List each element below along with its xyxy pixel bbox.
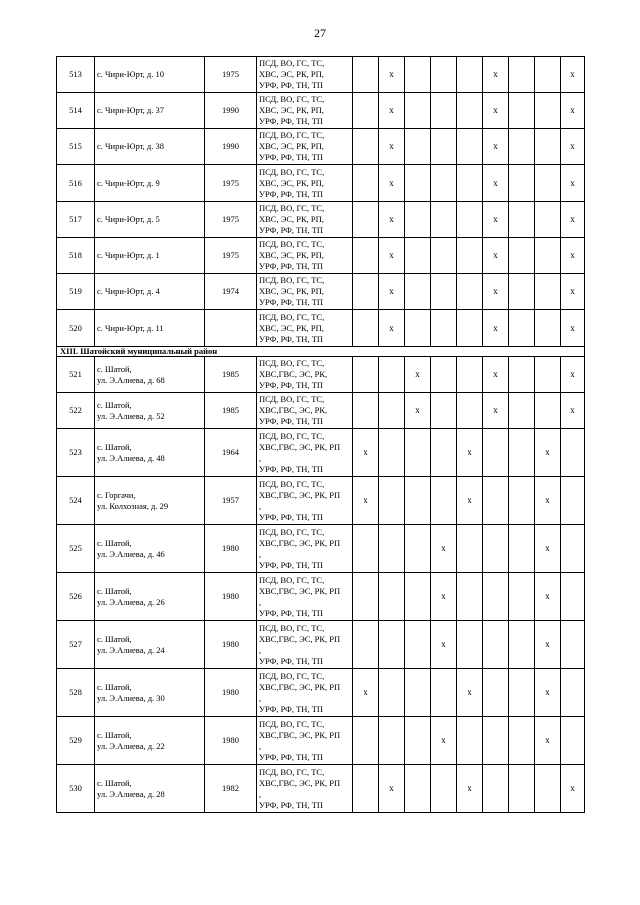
table-row xyxy=(57,310,585,347)
row-work-types: ПСД, ВО, ГС, ТС, ХВС,ГВС, ЭС, РК, РП , УРФ, РФ, ТН, ТП xyxy=(257,525,353,573)
row-mark-5: x xyxy=(457,429,483,477)
row-mark-6 xyxy=(483,765,509,813)
row-mark-4 xyxy=(431,669,457,717)
row-mark-1 xyxy=(353,310,379,347)
row-address: с. Чири-Юрт, д. 10 xyxy=(95,57,205,93)
row-mark-6 xyxy=(483,621,509,669)
row-year: 1964 xyxy=(205,429,257,477)
row-mark-5 xyxy=(457,310,483,347)
row-year: 1957 xyxy=(205,477,257,525)
row-mark-7 xyxy=(509,202,535,238)
row-mark-4 xyxy=(431,274,457,310)
row-mark-9: x xyxy=(561,274,585,310)
row-mark-7 xyxy=(509,310,535,347)
row-mark-8 xyxy=(535,93,561,129)
row-mark-9 xyxy=(561,621,585,669)
row-number: 519 xyxy=(57,274,95,310)
row-mark-3 xyxy=(405,238,431,274)
row-mark-8 xyxy=(535,57,561,93)
row-mark-9: x xyxy=(561,765,585,813)
row-mark-7 xyxy=(509,429,535,477)
row-mark-8 xyxy=(535,274,561,310)
row-mark-8 xyxy=(535,310,561,347)
row-mark-5 xyxy=(457,393,483,429)
table-row xyxy=(57,573,585,621)
row-mark-8: x xyxy=(535,621,561,669)
row-mark-4: x xyxy=(431,717,457,765)
row-number: 528 xyxy=(57,669,95,717)
row-mark-1 xyxy=(353,765,379,813)
row-address: с. Шатой, ул. Э.Алиева, д. 46 xyxy=(95,525,205,573)
table-row xyxy=(57,477,585,525)
row-mark-9: x xyxy=(561,202,585,238)
row-mark-8 xyxy=(535,765,561,813)
row-mark-5 xyxy=(457,525,483,573)
row-mark-3 xyxy=(405,57,431,93)
row-address: с. Чири-Юрт, д. 11 xyxy=(95,310,205,347)
row-mark-2: x xyxy=(379,129,405,165)
row-mark-7 xyxy=(509,129,535,165)
row-mark-6: x xyxy=(483,238,509,274)
row-address: с. Чири-Юрт, д. 37 xyxy=(95,93,205,129)
row-number: 525 xyxy=(57,525,95,573)
row-work-types: ПСД, ВО, ГС, ТС, ХВС,ГВС, ЭС, РК, РП , УРФ, РФ, ТН, ТП xyxy=(257,621,353,669)
row-mark-5 xyxy=(457,717,483,765)
row-year: 1990 xyxy=(205,93,257,129)
row-address: с. Шатой, ул. Э.Алиева, д. 30 xyxy=(95,669,205,717)
row-mark-3 xyxy=(405,310,431,347)
row-mark-7 xyxy=(509,525,535,573)
row-mark-3 xyxy=(405,477,431,525)
row-mark-4: x xyxy=(431,525,457,573)
row-work-types: ПСД, ВО, ГС, ТС, ХВС, ЭС, РК, РП, УРФ, РФ, ТН, ТП xyxy=(257,238,353,274)
row-number: 518 xyxy=(57,238,95,274)
row-work-types: ПСД, ВО, ГС, ТС, ХВС,ГВС, ЭС, РК, УРФ, РФ, ТН, ТП xyxy=(257,393,353,429)
row-mark-7 xyxy=(509,93,535,129)
row-mark-2 xyxy=(379,525,405,573)
row-mark-9: x xyxy=(561,393,585,429)
row-mark-6: x xyxy=(483,357,509,393)
row-year: 1975 xyxy=(205,238,257,274)
row-mark-1 xyxy=(353,165,379,202)
row-mark-2: x xyxy=(379,165,405,202)
row-work-types: ПСД, ВО, ГС, ТС, ХВС, ЭС, РК, РП, УРФ, РФ, ТН, ТП xyxy=(257,202,353,238)
row-year: 1980 xyxy=(205,525,257,573)
row-address: с. Шатой, ул. Э.Алиева, д. 68 xyxy=(95,357,205,393)
row-mark-8 xyxy=(535,393,561,429)
row-mark-8 xyxy=(535,165,561,202)
row-mark-1: x xyxy=(353,429,379,477)
row-mark-4 xyxy=(431,202,457,238)
row-mark-9: x xyxy=(561,165,585,202)
row-address: с. Чири-Юрт, д. 9 xyxy=(95,165,205,202)
row-mark-8 xyxy=(535,129,561,165)
row-mark-4 xyxy=(431,165,457,202)
row-address: с. Шатой, ул. Э.Алиева, д. 22 xyxy=(95,717,205,765)
row-number: 517 xyxy=(57,202,95,238)
row-number: 527 xyxy=(57,621,95,669)
row-work-types: ПСД, ВО, ГС, ТС, ХВС,ГВС, ЭС, РК, УРФ, РФ, ТН, ТП xyxy=(257,357,353,393)
row-mark-9: x xyxy=(561,93,585,129)
row-mark-5: x xyxy=(457,669,483,717)
row-mark-3 xyxy=(405,573,431,621)
row-mark-4 xyxy=(431,393,457,429)
row-mark-5 xyxy=(457,274,483,310)
row-mark-7 xyxy=(509,621,535,669)
row-mark-1 xyxy=(353,93,379,129)
row-mark-9 xyxy=(561,429,585,477)
row-mark-2 xyxy=(379,669,405,717)
row-mark-7 xyxy=(509,717,535,765)
row-mark-3 xyxy=(405,621,431,669)
row-mark-3 xyxy=(405,274,431,310)
row-mark-5: x xyxy=(457,765,483,813)
row-mark-5: x xyxy=(457,477,483,525)
row-number: 530 xyxy=(57,765,95,813)
row-mark-4 xyxy=(431,238,457,274)
row-mark-6: x xyxy=(483,93,509,129)
row-work-types: ПСД, ВО, ГС, ТС, ХВС, ЭС, РК, РП, УРФ, РФ, ТН, ТП xyxy=(257,274,353,310)
table-row xyxy=(57,129,585,165)
row-year: 1975 xyxy=(205,57,257,93)
row-mark-7 xyxy=(509,765,535,813)
row-mark-5 xyxy=(457,238,483,274)
row-number: 529 xyxy=(57,717,95,765)
row-mark-4: x xyxy=(431,621,457,669)
row-work-types: ПСД, ВО, ГС, ТС, ХВС,ГВС, ЭС, РК, РП , УРФ, РФ, ТН, ТП xyxy=(257,669,353,717)
row-mark-3 xyxy=(405,669,431,717)
row-mark-7 xyxy=(509,393,535,429)
row-mark-2: x xyxy=(379,310,405,347)
row-mark-4 xyxy=(431,765,457,813)
row-mark-1 xyxy=(353,621,379,669)
row-work-types: ПСД, ВО, ГС, ТС, ХВС,ГВС, ЭС, РК, РП , УРФ, РФ, ТН, ТП xyxy=(257,429,353,477)
row-mark-9 xyxy=(561,573,585,621)
row-address: с. Горгачи, ул. Колхозная, д. 29 xyxy=(95,477,205,525)
row-mark-2: x xyxy=(379,238,405,274)
row-address: с. Чири-Юрт, д. 38 xyxy=(95,129,205,165)
row-address: с. Шатой, ул. Э.Алиева, д. 26 xyxy=(95,573,205,621)
row-mark-3 xyxy=(405,202,431,238)
row-mark-6: x xyxy=(483,310,509,347)
row-mark-1 xyxy=(353,525,379,573)
row-number: 521 xyxy=(57,357,95,393)
row-year: 1980 xyxy=(205,717,257,765)
table-row xyxy=(57,238,585,274)
row-work-types: ПСД, ВО, ГС, ТС, ХВС, ЭС, РК, РП, УРФ, РФ, ТН, ТП xyxy=(257,57,353,93)
row-mark-6 xyxy=(483,717,509,765)
row-mark-1 xyxy=(353,393,379,429)
rows-shatoi xyxy=(57,357,585,813)
row-work-types: ПСД, ВО, ГС, ТС, ХВС, ЭС, РК, РП, УРФ, РФ, ТН, ТП xyxy=(257,129,353,165)
table-row xyxy=(57,669,585,717)
row-mark-8: x xyxy=(535,429,561,477)
row-mark-6: x xyxy=(483,393,509,429)
table-row xyxy=(57,274,585,310)
row-number: 520 xyxy=(57,310,95,347)
row-mark-6: x xyxy=(483,202,509,238)
row-mark-4 xyxy=(431,129,457,165)
row-mark-3 xyxy=(405,525,431,573)
row-number: 514 xyxy=(57,93,95,129)
row-mark-7 xyxy=(509,669,535,717)
row-number: 522 xyxy=(57,393,95,429)
row-mark-7 xyxy=(509,165,535,202)
row-mark-8: x xyxy=(535,477,561,525)
row-mark-9 xyxy=(561,669,585,717)
row-mark-3 xyxy=(405,429,431,477)
row-year: 1975 xyxy=(205,202,257,238)
row-number: 523 xyxy=(57,429,95,477)
row-mark-2: x xyxy=(379,765,405,813)
row-number: 516 xyxy=(57,165,95,202)
row-mark-5 xyxy=(457,57,483,93)
row-mark-1 xyxy=(353,573,379,621)
row-year: 1990 xyxy=(205,129,257,165)
row-address: с. Шатой, ул. Э.Алиева, д. 48 xyxy=(95,429,205,477)
row-mark-4: x xyxy=(431,573,457,621)
row-mark-8 xyxy=(535,238,561,274)
row-mark-2 xyxy=(379,621,405,669)
row-mark-2: x xyxy=(379,202,405,238)
row-mark-9: x xyxy=(561,238,585,274)
row-mark-7 xyxy=(509,57,535,93)
row-mark-2 xyxy=(379,573,405,621)
row-year: 1980 xyxy=(205,621,257,669)
row-year: 1975 xyxy=(205,165,257,202)
row-mark-1 xyxy=(353,57,379,93)
page-number: 27 xyxy=(314,26,326,40)
row-mark-6: x xyxy=(483,57,509,93)
row-mark-5 xyxy=(457,573,483,621)
row-mark-5 xyxy=(457,357,483,393)
row-mark-8: x xyxy=(535,717,561,765)
section-group xyxy=(57,347,585,357)
row-year: 1974 xyxy=(205,274,257,310)
row-mark-9: x xyxy=(561,357,585,393)
row-mark-4 xyxy=(431,93,457,129)
table-row xyxy=(57,717,585,765)
row-year: 1982 xyxy=(205,765,257,813)
row-mark-6 xyxy=(483,669,509,717)
row-mark-2 xyxy=(379,357,405,393)
row-mark-9: x xyxy=(561,129,585,165)
row-mark-8: x xyxy=(535,669,561,717)
row-mark-8: x xyxy=(535,525,561,573)
row-year: 1985 xyxy=(205,357,257,393)
row-address: с. Чири-Юрт, д. 5 xyxy=(95,202,205,238)
table-row xyxy=(57,93,585,129)
row-mark-6 xyxy=(483,525,509,573)
row-number: 526 xyxy=(57,573,95,621)
row-mark-3: x xyxy=(405,357,431,393)
row-work-types: ПСД, ВО, ГС, ТС, ХВС,ГВС, ЭС, РК, РП , УРФ, РФ, ТН, ТП xyxy=(257,765,353,813)
row-mark-6: x xyxy=(483,165,509,202)
row-mark-6: x xyxy=(483,274,509,310)
row-mark-1 xyxy=(353,717,379,765)
row-work-types: ПСД, ВО, ГС, ТС, ХВС,ГВС, ЭС, РК, РП , УРФ, РФ, ТН, ТП xyxy=(257,717,353,765)
row-mark-6 xyxy=(483,573,509,621)
row-mark-3 xyxy=(405,165,431,202)
row-mark-3 xyxy=(405,717,431,765)
row-year: 1985 xyxy=(205,393,257,429)
row-mark-8 xyxy=(535,202,561,238)
housing-registry-table xyxy=(56,56,585,813)
row-mark-5 xyxy=(457,129,483,165)
row-number: 524 xyxy=(57,477,95,525)
row-mark-8: x xyxy=(535,573,561,621)
row-mark-2 xyxy=(379,393,405,429)
row-mark-9 xyxy=(561,525,585,573)
row-year: 1980 xyxy=(205,573,257,621)
row-mark-4 xyxy=(431,477,457,525)
section-heading: XIII. Шатойский муниципальный район xyxy=(57,347,585,357)
section-heading-row xyxy=(57,347,585,357)
row-mark-1 xyxy=(353,129,379,165)
row-mark-7 xyxy=(509,274,535,310)
row-mark-1: x xyxy=(353,477,379,525)
row-address: с. Шатой, ул. Э.Алиева, д. 24 xyxy=(95,621,205,669)
row-number: 515 xyxy=(57,129,95,165)
row-mark-6: x xyxy=(483,129,509,165)
row-mark-2: x xyxy=(379,57,405,93)
table-row xyxy=(57,393,585,429)
row-mark-1 xyxy=(353,238,379,274)
row-mark-3 xyxy=(405,93,431,129)
row-mark-2 xyxy=(379,477,405,525)
table-row xyxy=(57,765,585,813)
row-mark-6 xyxy=(483,477,509,525)
row-year: 1980 xyxy=(205,669,257,717)
row-mark-3: x xyxy=(405,393,431,429)
table-row xyxy=(57,429,585,477)
row-mark-5 xyxy=(457,165,483,202)
row-number: 513 xyxy=(57,57,95,93)
row-address: с. Чири-Юрт, д. 1 xyxy=(95,238,205,274)
rows-chiri-yurt xyxy=(57,57,585,347)
table-row xyxy=(57,57,585,93)
row-mark-2 xyxy=(379,717,405,765)
row-mark-1 xyxy=(353,274,379,310)
row-mark-9 xyxy=(561,477,585,525)
row-mark-2: x xyxy=(379,274,405,310)
row-mark-4 xyxy=(431,310,457,347)
row-work-types: ПСД, ВО, ГС, ТС, ХВС, ЭС, РК, РП, УРФ, РФ, ТН, ТП xyxy=(257,93,353,129)
table-row xyxy=(57,165,585,202)
row-mark-7 xyxy=(509,477,535,525)
row-mark-5 xyxy=(457,202,483,238)
row-mark-5 xyxy=(457,93,483,129)
row-mark-7 xyxy=(509,238,535,274)
table-row xyxy=(57,621,585,669)
row-mark-4 xyxy=(431,357,457,393)
table-row xyxy=(57,202,585,238)
row-work-types: ПСД, ВО, ГС, ТС, ХВС,ГВС, ЭС, РК, РП , УРФ, РФ, ТН, ТП xyxy=(257,573,353,621)
row-mark-8 xyxy=(535,357,561,393)
row-mark-3 xyxy=(405,129,431,165)
row-work-types: ПСД, ВО, ГС, ТС, ХВС,ГВС, ЭС, РК, РП , УРФ, РФ, ТН, ТП xyxy=(257,477,353,525)
row-mark-7 xyxy=(509,357,535,393)
row-mark-9 xyxy=(561,717,585,765)
row-mark-2 xyxy=(379,429,405,477)
row-year xyxy=(205,310,257,347)
row-work-types: ПСД, ВО, ГС, ТС, ХВС, ЭС, РК, РП, УРФ, РФ, ТН, ТП xyxy=(257,310,353,347)
row-mark-5 xyxy=(457,621,483,669)
row-work-types: ПСД, ВО, ГС, ТС, ХВС, ЭС, РК, РП, УРФ, РФ, ТН, ТП xyxy=(257,165,353,202)
row-mark-6 xyxy=(483,429,509,477)
row-mark-7 xyxy=(509,573,535,621)
table-row xyxy=(57,357,585,393)
row-address: с. Шатой, ул. Э.Алиева, д. 52 xyxy=(95,393,205,429)
row-address: с. Шатой, ул. Э.Алиева, д. 28 xyxy=(95,765,205,813)
row-mark-4 xyxy=(431,429,457,477)
row-mark-1 xyxy=(353,202,379,238)
row-mark-9: x xyxy=(561,57,585,93)
row-mark-2: x xyxy=(379,93,405,129)
row-address: с. Чири-Юрт, д. 4 xyxy=(95,274,205,310)
row-mark-3 xyxy=(405,765,431,813)
row-mark-9: x xyxy=(561,310,585,347)
row-mark-4 xyxy=(431,57,457,93)
table-row xyxy=(57,525,585,573)
row-mark-1 xyxy=(353,357,379,393)
row-mark-1: x xyxy=(353,669,379,717)
